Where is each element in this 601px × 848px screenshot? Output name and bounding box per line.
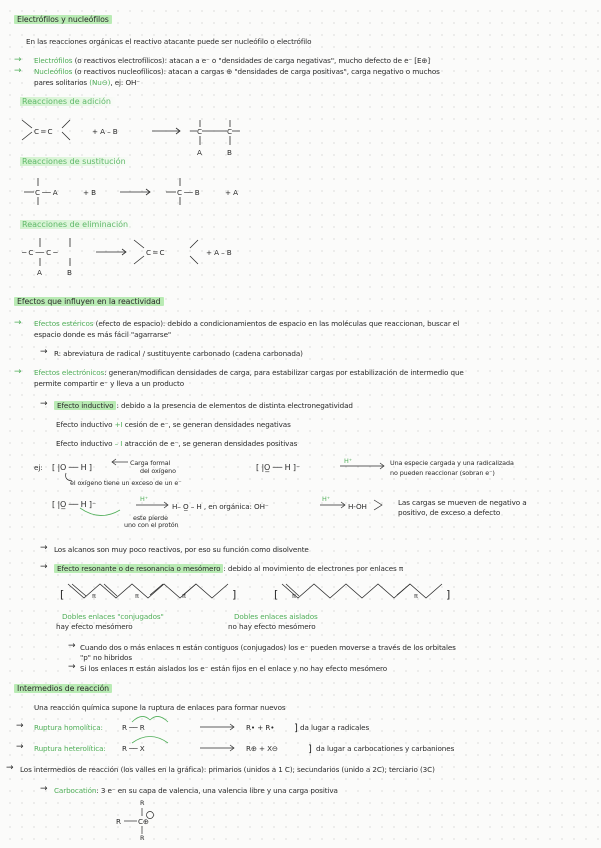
elim-b: B [67,268,72,277]
alcanos-note: Los alcanos son muy poco reactivos, por eso su función como disolvente [54,545,309,554]
cuando-line2: "p" no hibridos [80,653,132,662]
carbocation-r-left: R [116,817,121,826]
carga-formal-label: Carga formal [130,459,171,467]
heading-sustitucion: Reacciones de sustitución [20,157,132,166]
reaction-middle: H– O̲ – H , en orgánica: OH⁻ [172,502,269,511]
elim-alkene: C ═ C [146,248,165,257]
arrow-icon: → [40,399,48,409]
arrow-icon: → [40,347,48,357]
svg-text:]: ] [232,588,237,601]
arrow-icon: → [14,367,22,377]
si-los-line: Si los enlaces π están aislados los e⁻ están fijos en el enlace y no hay efecto mesómero [80,664,388,673]
efecto-resonante: Efecto resonante o de resonancia o mesómero : debido al movimiento de electrones por enlaces π [54,564,403,573]
elim-ab: + A – B [206,248,232,257]
este-pierde-label: este pierde [133,514,168,522]
oxigeno-label: del oxígeno [140,467,176,475]
heterolitica-label: Ruptura heterolítica: [34,744,106,753]
proton-label: uno con el protón [124,521,179,529]
product-b: B [227,148,232,157]
elim-a: A [37,268,42,277]
heterolitica-result: da lugar a carbocationes y carbaniones [316,744,455,753]
section-heading-electrofilos: Electrófilos y nucleófilos [14,15,112,24]
homolitica-products: R• + R• [246,723,275,732]
efectos-estericos: Efectos estéricos (efecto de espacio): debido a condicionamientos de espacio en las moléculas que reaccionan, buscar el [34,319,460,328]
heading-adicion: Reacciones de adición [20,97,117,106]
arrow-icon: → [40,562,48,572]
arrow-icon: → [68,641,76,651]
svg-text:[: [ [274,588,279,601]
conjugados-sub: hay efecto mesómero [56,622,133,631]
conjugados-label: Dobles enlaces "conjugados" [62,612,164,621]
arrow-icon: → [6,763,14,773]
section-heading-efectos: Efectos que influyen en la reactividad [14,297,164,306]
intro-line: En las reacciones orgánicas el reactivo atacante puede ser nucleófilo o electrófilo [26,37,312,46]
no-pueden-label: no pueden reaccionar (sobran e⁻) [390,469,495,477]
homolitica-molecule: R ── R [122,723,145,732]
heterolitica-molecule: R ── X [122,744,145,753]
arrow-icon: → [14,318,22,328]
positivo-label: positivo, de exceso a defecto [398,508,501,517]
homolitica-result: da lugar a radicales [300,723,370,732]
intermedios-intro: Una reacción química supone la ruptura de enlaces para formar nuevos [34,703,286,712]
reagent-b: + B [83,188,96,197]
arrow-icon: → [14,66,22,76]
pi-label: π [92,592,96,600]
intermedios-tipos: Los intermedios de reacción (los valles en la gráfica): primarios (unidos a 1 C); secundarios (unido a 2C); terciario (3C) [20,765,435,774]
efecto-inductivo: Efecto inductivo : debido a la presencia de elementos de distinta electronegatividad [54,401,353,410]
arrow-icon: → [16,742,24,752]
aislados-sub: no hay efecto mesómero [228,622,316,631]
heading-eliminacion: Reacciones de eliminación [20,220,134,229]
cuando-line1: Cuando dos o más enlaces π están contiguos (conjugados) los e⁻ pueden moverse a través de los orbitales [80,643,456,652]
efectos-electronicos-line2: permite compartir e⁻ y lleva a un producto [34,379,184,388]
svg-text:]: ] [308,744,312,755]
carbocation-definition: Carbocatión: 3 e⁻ en su capa de valencia, una valencia libre y una carga positiva [54,786,338,795]
carbocation-r-bottom: R [140,834,145,842]
cargas-label: Las cargas se mueven de negativo a [398,498,527,507]
leaving-a: + A [225,188,238,197]
h-plus-label-3: H⁺ [322,495,330,503]
arrow-icon: → [68,662,76,672]
nucleofilos-definition: Nucleófilos (o reactivos nucleofílicos): atacan a cargas ⊕ "densidades de carga positivas", carga negativo o muchos [34,67,440,76]
reaction-end: H-OH [348,502,367,511]
hydroxide-bracket: [ |O̲ ── H ]⁻ [256,463,301,472]
product-c1: C [197,127,202,136]
efectos-electronicos: Efectos electrónicos: generan/modifican densidades de carga, para estabilizar cargas por estabilización de intermedio que [34,368,464,377]
arrow-icon: → [16,721,24,731]
h-plus-label-2: H⁺ [140,495,148,503]
aislados-label: Dobles enlaces aislados [234,612,318,621]
especie-label: Una especie cargada y una radicalizada [390,459,514,467]
pi-label: π [292,592,296,600]
homolitica-label: Ruptura homolítica: [34,723,103,732]
h-plus-label: H⁺ [344,457,352,465]
electrofilos-definition: Electrófilos (o reactivos electrofílicos): atacan a e⁻ o "densidades de carga negativas", mucho defecto de e⁻ [E⊕] [34,56,431,65]
inductivo-negativo: Efecto inductivo – I atracción de e⁻, se generan densidades positivas [56,439,298,448]
nucleofilos-line2: pares solitarios (Nu⊖), ej: OH⁻ [34,78,140,87]
product-a: A [197,148,202,157]
inductivo-positivo: Efecto inductivo +I cesión de e⁻, se generan densidades negativas [56,420,291,429]
arrow-icon: → [40,784,48,794]
product-c2: C [227,127,232,136]
hydroxyl-bracket: [ |O ── H ] [52,463,92,472]
pi-label: π [135,592,139,600]
pi-label: π [182,592,186,600]
substrate-cc: ─ C ── C ─ [22,248,58,257]
carbocation-r-top: R [140,799,145,807]
carbocation-c: C⊕ [138,817,149,826]
svg-text:]: ] [294,723,298,734]
reaction-bracket: [ |O̲ ── H ]⁻ [52,500,97,509]
exceso-label: el oxígeno tiene un exceso de un e⁻ [70,479,182,487]
svg-text:[: [ [60,588,65,601]
reagent-ab: + A – B [92,127,118,136]
substrate-ca: C ── A [35,188,58,197]
alkene-cc: C ═ C [34,127,53,136]
product-cb: C ── B [177,188,200,197]
pi-label: π [414,592,418,600]
efectos-estericos-line2: espacio donde es más fácil "agarrarse" [34,330,172,339]
arrow-icon: → [40,543,48,553]
r-definition: R: abreviatura de radical / sustituyente carbonado (cadena carbonada) [54,349,303,358]
heterolitica-products: R⊕ + X⊖ [246,744,278,753]
ej-label: ej: [34,463,43,472]
arrow-icon: → [14,55,22,65]
section-heading-intermedios: Intermedios de reacción [14,684,112,693]
svg-text:]: ] [446,588,451,601]
